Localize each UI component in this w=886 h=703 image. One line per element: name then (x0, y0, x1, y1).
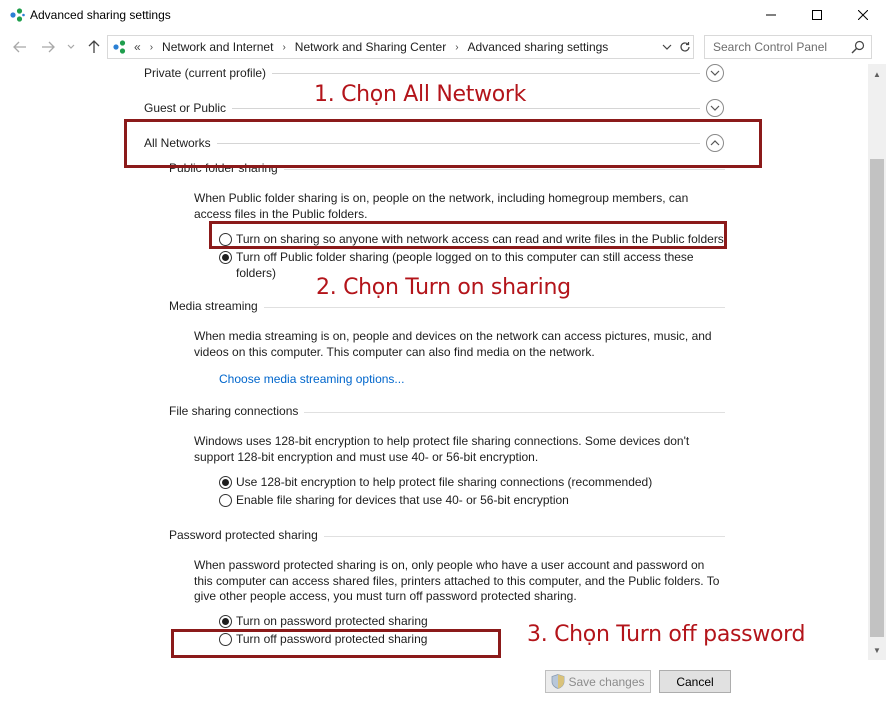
media-streaming-description: When media streaming is on, people and devices on the network can access pictures, music, and videos on this computer. This computer can also find media on the network. (194, 329, 712, 359)
encryption-128-option[interactable] (219, 475, 652, 491)
annotation-step2: 2. Chọn Turn on sharing (316, 275, 571, 300)
breadcrumb-network-and-sharing-center[interactable]: Network and Sharing Center (294, 40, 447, 54)
file-sharing-description: Windows uses 128-bit encryption to help protect file sharing connections. Some devices don't support 128-bit encryption and must use 40- or 56-bit encryption. (194, 434, 690, 464)
file-sharing-heading-label: File sharing connections (169, 404, 304, 418)
window-title: Advanced sharing settings (30, 8, 171, 22)
annotation-box-turn-on-sharing (209, 221, 727, 249)
option-label: Turn off password protected sharing (236, 632, 428, 646)
media-streaming-heading-label: Media streaming (169, 299, 264, 313)
forward-arrow-icon (41, 41, 55, 53)
minimize-icon (766, 10, 776, 20)
file-sharing-heading (169, 404, 725, 420)
refresh-button[interactable] (677, 39, 693, 55)
section-all-label: All Networks (144, 136, 217, 150)
maximize-icon (812, 10, 822, 20)
annotation-step1: 1. Chọn All Network (314, 82, 527, 107)
chevron-right-icon[interactable]: › (282, 41, 286, 53)
navigation-bar (0, 31, 886, 63)
back-button[interactable] (12, 39, 28, 55)
search-icon[interactable] (851, 40, 865, 54)
radio-button-checked[interactable] (219, 476, 232, 489)
section-guest-label: Guest or Public (144, 101, 232, 115)
option-label: Use 128-bit encryption to help protect file sharing connections (recommended) (236, 475, 653, 489)
minimize-button[interactable] (748, 0, 794, 30)
chevron-down-icon (662, 44, 672, 50)
expand-guest-button[interactable] (706, 99, 724, 117)
maximize-button[interactable] (794, 0, 840, 30)
scrollbar-thumb[interactable] (870, 159, 884, 637)
public-folder-description: When Public folder sharing is on, people on the network, including homegroup members, can access files in the Public folders. (194, 191, 689, 221)
close-button[interactable] (840, 0, 886, 30)
save-changes-label: Save changes (568, 674, 645, 689)
close-icon (858, 10, 868, 20)
chevron-right-icon: › (149, 41, 154, 53)
footer (0, 660, 886, 703)
option-label: Turn on sharing so anyone with network access can read and write files in the Public folders (236, 232, 724, 246)
password-sharing-description: When password protected sharing is on, only people who have a user account and password on this computer can access shared files, printers attached to this computer, and the Public folders. To give other people access, you must turn off password protected sharing. (194, 558, 720, 603)
network-app-icon (9, 7, 25, 23)
address-bar[interactable] (107, 35, 694, 59)
title-bar (0, 0, 886, 30)
section-private-label: Private (current profile) (144, 66, 272, 80)
media-streaming-heading (169, 299, 725, 315)
radio-button-checked[interactable] (219, 251, 232, 264)
chevron-down-icon (710, 70, 720, 76)
uac-shield-icon (551, 674, 565, 689)
password-sharing-heading-label: Password protected sharing (169, 528, 324, 542)
password-on-option[interactable] (219, 614, 428, 630)
refresh-icon (679, 41, 691, 53)
media-streaming-options-link[interactable]: Choose media streaming options... (219, 372, 405, 386)
back-arrow-icon (13, 41, 27, 53)
option-label: Turn off Public folder sharing (people logged on to this computer can still access these folders) (236, 250, 694, 280)
search-input[interactable] (705, 36, 845, 58)
chevron-down-icon (710, 105, 720, 111)
up-arrow-icon (88, 40, 100, 54)
forward-button[interactable] (40, 39, 56, 55)
annotation-box-turn-off-password (171, 629, 501, 658)
save-changes-button[interactable] (545, 670, 651, 693)
password-sharing-heading (169, 528, 725, 544)
expand-private-button[interactable] (706, 64, 724, 82)
public-folder-heading-label: Public folder sharing (169, 161, 284, 175)
section-private[interactable] (144, 64, 726, 84)
cancel-button[interactable] (659, 670, 731, 693)
up-button[interactable] (86, 39, 102, 55)
control-panel-icon (112, 39, 128, 55)
breadcrumb-overflow[interactable]: « (134, 40, 141, 54)
radio-button-checked[interactable] (219, 615, 232, 628)
breadcrumb-network-and-internet[interactable]: Network and Internet (162, 40, 274, 54)
chevron-down-icon (67, 44, 75, 50)
annotation-box-all-networks (124, 119, 762, 168)
recent-locations-button[interactable] (66, 39, 76, 55)
option-label: Enable file sharing for devices that use 40- or 56-bit encryption (236, 493, 569, 507)
cancel-label: Cancel (676, 674, 714, 689)
address-dropdown-button[interactable] (660, 39, 674, 55)
radio-button[interactable] (219, 494, 232, 507)
annotation-step3: 3. Chọn Turn off password (527, 622, 806, 647)
search-box (704, 35, 872, 59)
encryption-40-option[interactable] (219, 493, 569, 509)
scroll-up-icon[interactable]: ▲ (873, 69, 881, 79)
option-label: Turn on password protected sharing (236, 614, 428, 628)
public-folder-off-option[interactable] (219, 250, 719, 280)
breadcrumb-advanced-sharing-settings[interactable]: Advanced sharing settings (467, 40, 609, 54)
vertical-scrollbar[interactable] (868, 64, 886, 660)
chevron-right-icon[interactable]: › (455, 41, 459, 53)
scroll-down-icon[interactable]: ▼ (873, 645, 881, 655)
